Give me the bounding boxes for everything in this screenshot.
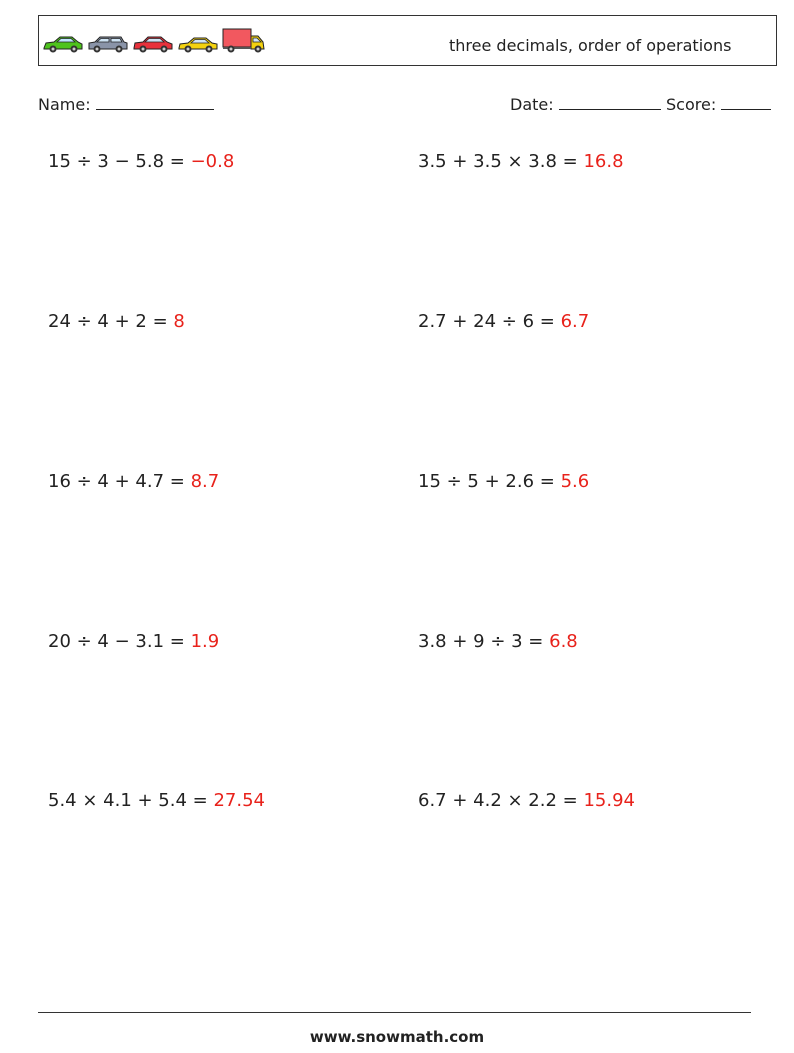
problem-answer: 5.6 bbox=[560, 471, 590, 492]
problem-6 bbox=[418, 471, 589, 492]
problem-expression: 20 ÷ 4 − 3.1 = bbox=[48, 631, 185, 652]
yellow-taxi-icon bbox=[177, 34, 219, 54]
score-blank bbox=[721, 93, 771, 110]
problem-answer: 15.94 bbox=[583, 790, 635, 811]
problem-9 bbox=[48, 790, 265, 811]
problem-expression: 24 ÷ 4 + 2 = bbox=[48, 311, 168, 332]
date-field bbox=[510, 93, 661, 114]
problem-answer: 6.8 bbox=[549, 631, 578, 652]
problem-expression: 15 ÷ 5 + 2.6 = bbox=[418, 471, 555, 492]
problem-answer: 8.7 bbox=[190, 471, 220, 492]
footer-website[interactable]: www.snowmath.com bbox=[309, 1028, 485, 1046]
problem-3 bbox=[48, 311, 185, 332]
problem-7 bbox=[48, 631, 219, 652]
score-field bbox=[666, 93, 771, 114]
problem-answer: 16.8 bbox=[583, 151, 624, 172]
problem-answer: 6.7 bbox=[560, 311, 590, 332]
footer-divider bbox=[38, 1012, 751, 1013]
red-car-icon bbox=[132, 34, 174, 54]
problem-8 bbox=[418, 631, 578, 652]
name-label: Name: bbox=[38, 95, 91, 114]
worksheet-header bbox=[38, 15, 777, 66]
problem-5 bbox=[48, 471, 219, 492]
problem-answer: 27.54 bbox=[213, 790, 265, 811]
red-truck-icon bbox=[222, 28, 266, 54]
problem-expression: 6.7 + 4.2 × 2.2 = bbox=[418, 790, 578, 811]
date-blank bbox=[559, 93, 661, 110]
problem-expression: 5.4 × 4.1 + 5.4 = bbox=[48, 790, 208, 811]
problem-expression: 16 ÷ 4 + 4.7 = bbox=[48, 471, 185, 492]
problem-2 bbox=[418, 151, 624, 172]
name-field bbox=[38, 93, 214, 114]
problem-expression: 3.8 + 9 ÷ 3 = bbox=[418, 631, 544, 652]
date-label: Date: bbox=[510, 95, 554, 114]
problem-expression: 2.7 + 24 ÷ 6 = bbox=[418, 311, 555, 332]
problem-answer: 8 bbox=[173, 311, 185, 332]
problem-1 bbox=[48, 151, 234, 172]
score-label: Score: bbox=[666, 95, 717, 114]
problem-10 bbox=[418, 790, 635, 811]
worksheet-title: three decimals, order of operations bbox=[449, 36, 732, 55]
name-blank bbox=[96, 93, 214, 110]
problem-expression: 15 ÷ 3 − 5.8 = bbox=[48, 151, 185, 172]
problem-expression: 3.5 + 3.5 × 3.8 = bbox=[418, 151, 578, 172]
gray-suv-icon bbox=[87, 34, 129, 54]
green-car-icon bbox=[42, 34, 84, 54]
problem-answer: 1.9 bbox=[190, 631, 220, 652]
problem-4 bbox=[418, 311, 589, 332]
problem-answer: −0.8 bbox=[190, 151, 235, 172]
vehicle-icons bbox=[42, 28, 269, 54]
